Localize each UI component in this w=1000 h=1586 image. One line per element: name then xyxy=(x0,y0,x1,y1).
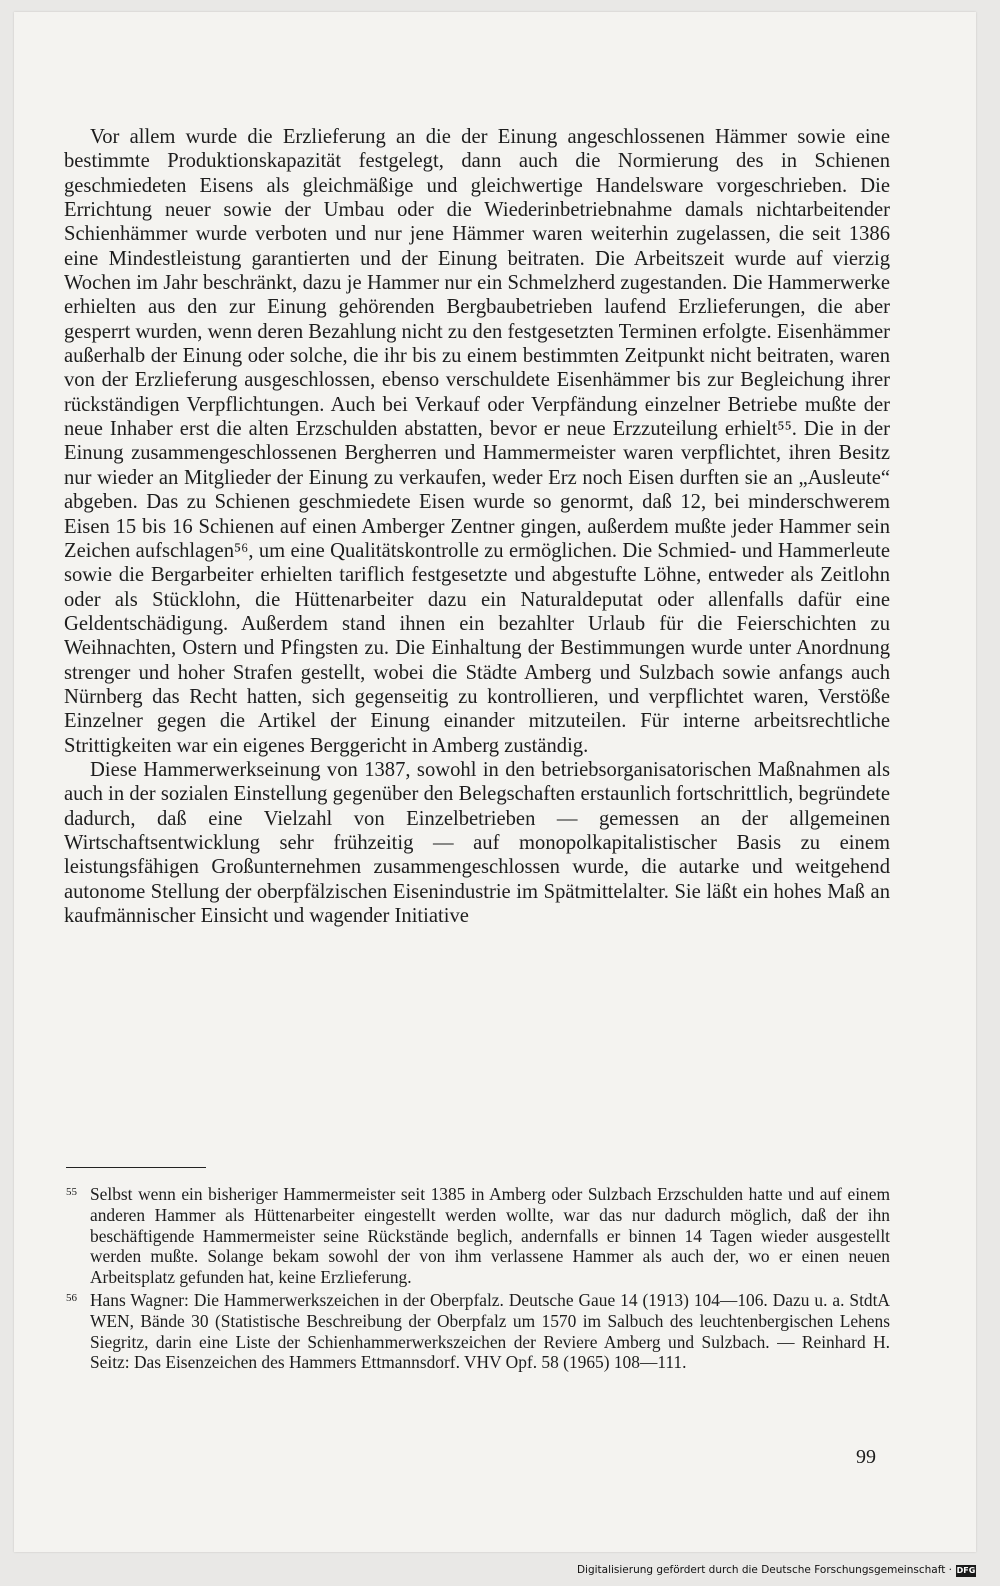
footnote-56 xyxy=(66,1290,890,1373)
body-text xyxy=(64,125,890,928)
footnote-number: 56 xyxy=(66,1291,77,1304)
footnotes xyxy=(66,1184,890,1375)
page-number: 99 xyxy=(856,1446,876,1468)
paragraph-1: Vor allem wurde die Erzlieferung an die der Einung angeschlossenen Hämmer sowie eine bestimmte Produktionskapazität festgelegt, dann auch die Normierung des in Schienen geschmiedeten Eisens als gleichmäßige und gleichwertige Handelsware vorgeschrieben. Die Errichtung neuer sowie der Umbau oder die Wiederinbetriebnahme damals nichtarbeitender Schienhämmer wurde verboten und nur jene Hämmer waren weiterhin zugelassen, die seit 1386 eine Mindestleistung garantierten und der Einung beitraten. Die Arbeitszeit wurde auf vierzig Wochen im Jahr beschränkt, dazu je Hammer nur ein Schmelzherd zugestanden. Die Hammerwerke erhielten aus den zur Einung gehörenden Bergbaubetrieben laufend Erzlieferungen, die aber gesperrt wurden, wenn deren Bezahlung nicht zu den festgesetzten Terminen erfolgte. Eisenhämmer außerhalb der Einung oder solche, die ihr bis zu einem bestimmten Zeitpunkt nicht beitraten, waren von der Erzlieferung ausgeschlossen, ebenso verschuldete Eisenhämmer bis zur Begleichung ihrer rückständigen Verpflichtungen. Auch bei Verkauf oder Verpfändung einzelner Betriebe mußte der neue Inhaber erst die alten Erzschulden abstatten, bevor er neue Erzzuteilung erhielt⁵⁵. Die in der Einung zusammengeschlossenen Bergherren und Hammermeister waren verpflichtet, ihren Besitz nur wieder an Mitglieder der Einung zu verkaufen, weder Erz noch Eisen durften sie an „Ausleute“ abgeben. Das zu Schienen geschmiedete Eisen wurde so genormt, daß 12, bei minderschwerem Eisen 15 bis 16 Schienen auf einen Amberger Zentner gingen, außerdem mußte jeder Hammer sein Zeichen aufschlagen⁵⁶, um eine Qualitätskontrolle zu ermöglichen. Die Schmied- und Hammerleute sowie die Bergarbeiter erhielten tariflich festgesetzte und abgestufte Löhne, entweder als Zeitlohn oder als Stücklohn, die Hüttenarbeiter dazu ein Naturaldeputat oder allenfalls dafür eine Geldentschädigung. Außerdem stand ihnen ein bezahlter Urlaub für die Feierschichten zu Weihnachten, Ostern und Pfingsten zu. Die Einhaltung der Bestimmungen wurde unter Anordnung strenger und hoher Strafen gestellt, wobei die Städte Amberg und Sulzbach sowie anfangs auch Nürnberg das Recht hatten, sich gegenseitig zu kontrollieren, und verpflichtet waren, Verstöße Einzelner gegen die Artikel der Einung einander mitzuteilen. Für interne arbeitsrechtliche Strittigkeiten war ein eigenes Berggericht in Amberg zuständig. xyxy=(64,126,890,757)
footnote-text: Selbst wenn ein bisheriger Hammermeister seit 1385 in Amberg oder Sulzbach Erzschulden hatte und auf einem anderen Hammer als Hüttenarbeiter eingestellt werden wollte, war das nur dadurch möglich, daß der ihn beschäftigende Hammermeister seine Rückstände beglich, andernfalls er binnen 14 Tagen wieder ausgestellt werden mußte. Solange bekam sowohl der von ihm verlassene Hammer als auch der, wo er einen neuen Arbeitsplatz gefunden hat, keine Erzlieferung. xyxy=(90,1184,890,1288)
digitization-credit: Digitalisierung gefördert durch die Deutsche Forschungsgemeinschaft · xyxy=(576,1564,952,1576)
footnote-55 xyxy=(66,1184,890,1288)
footnote-separator xyxy=(66,1167,206,1168)
document-page xyxy=(14,12,976,1552)
paragraph-2: Diese Hammerwerkseinung von 1387, sowohl in den betriebsorganisatorischen Maßnahmen als auch in der sozialen Einstellung gegenüber den Belegschaften erstaunlich fortschrittlich, begründete dadurch, daß eine Vielzahl von Einzelbetrieben — gemessen an der allgemeinen Wirtschaftsentwicklung sehr frühzeitig — auf monopolkapitalistischer Basis zu einem leistungsfähigen Großunternehmen zusammengeschlossen wurde, die autarke und weitgehend autonome Stellung der oberpfälzischen Eisenindustrie im Spätmittelalter. Sie läßt ein hohes Maß an kaufmännischer Einsicht und wagender Initiative xyxy=(64,758,890,927)
dfg-logo: DFG xyxy=(956,1566,976,1575)
footnote-text: Hans Wagner: Die Hammerwerkszeichen in der Oberpfalz. Deutsche Gaue 14 (1913) 104—106. Dazu u. a. StdtA WEN, Bände 30 (Statistische Beschreibung der Oberpfalz um 1570 im Salbuch des leuchtenbergischen Lehens Siegritz, darin eine Liste der Schienhammerwerkszeichen der Reviere Amberg und Sulzbach. — Reinhard H. Seitz: Das Eisenzeichen des Hammers Ettmannsdorf. VHV Opf. 58 (1965) 108—111. xyxy=(90,1289,890,1373)
footnote-number: 55 xyxy=(66,1186,77,1198)
